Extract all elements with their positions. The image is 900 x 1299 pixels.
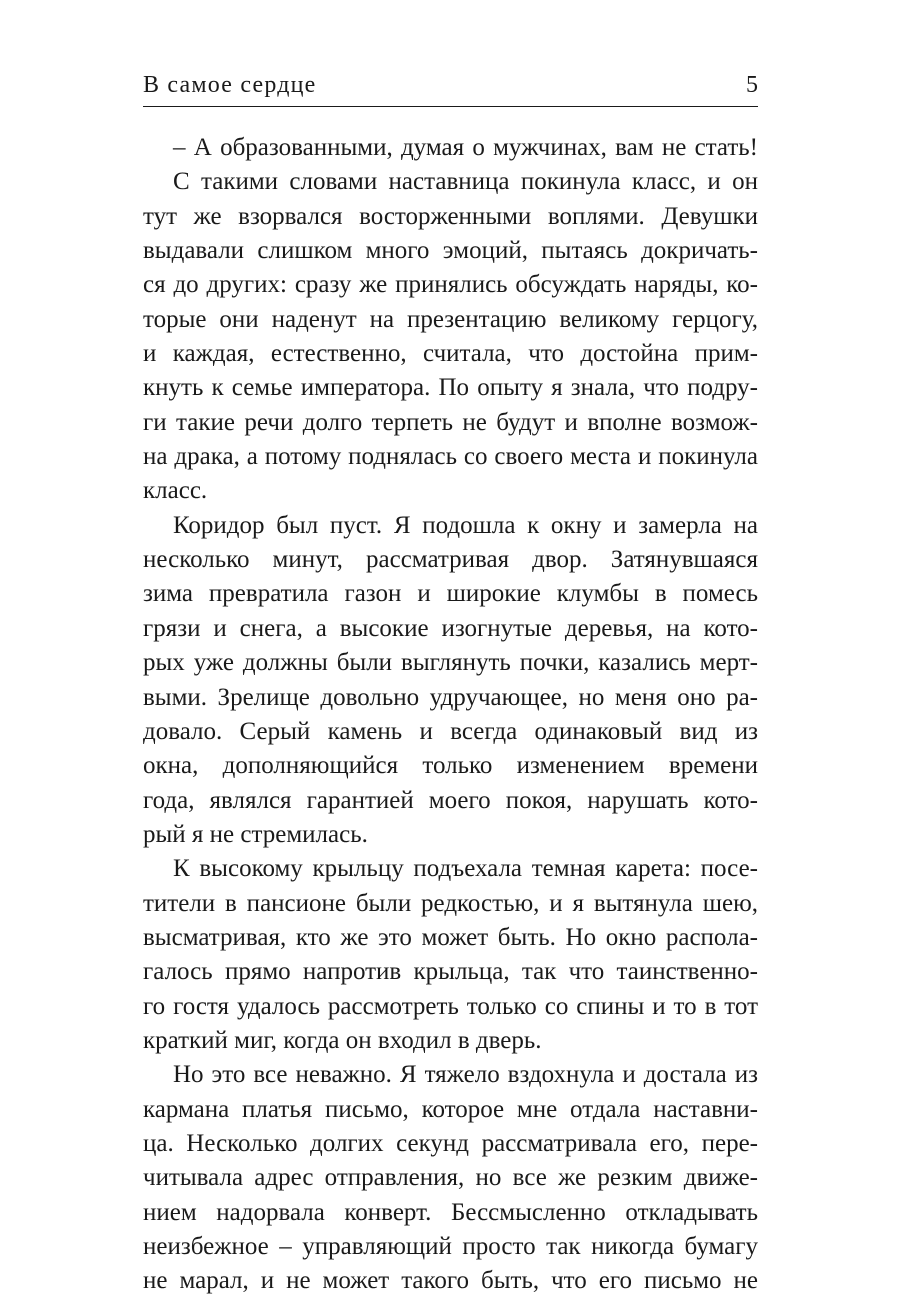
text-line: рых уже должны были выглянуть почки, казались мерт-	[143, 649, 758, 677]
text-line: кармана платья письмо, которое мне отдала наставни-	[143, 1095, 758, 1123]
text-line: торые они наденут на презентацию великому герцогу,	[143, 305, 758, 333]
text-line: года, являлся гарантией моего покоя, нарушать кото-	[143, 786, 758, 814]
text-line: на драка, а потому поднялась со своего места и покинула	[143, 443, 758, 471]
text-line: Коридор был пуст. Я подошла к окну и замерла на	[173, 511, 758, 539]
text-line: краткий миг, когда он входил в дверь.	[143, 1026, 542, 1054]
text-line: несколько минут, рассматривая двор. Затянувшаяся	[143, 546, 758, 574]
running-head	[143, 70, 758, 107]
text-line: галось прямо напротив крыльца, так что таинственно-	[143, 958, 758, 986]
text-line: рый я не стремилась.	[143, 820, 368, 848]
text-line: тители в пансионе были редкостью, и я вытянула шею,	[143, 889, 758, 917]
text-line: ца. Несколько долгих секунд рассматривала его, пере-	[143, 1129, 758, 1157]
running-title: В самое сердце	[143, 72, 317, 98]
text-line: тут же взорвался восторженными воплями. Девушки	[143, 202, 758, 230]
text-line: читывала адрес отправления, но все же резким движе-	[143, 1164, 758, 1192]
body-text	[143, 131, 758, 1299]
text-line: выдавали слишком много эмоций, пытаясь докричать-	[143, 237, 758, 265]
text-line: выми. Зрелище довольно удручающее, но меня оно ра-	[143, 683, 758, 711]
text-line: зима превратила газон и широкие клумбы в помесь	[143, 580, 758, 608]
text-line: довало. Серый камень и всегда одинаковый вид из	[143, 717, 758, 745]
page-number: 5	[746, 72, 758, 98]
text-line: ся до других: сразу же принялись обсуждать наряды, ко-	[143, 271, 758, 299]
text-line: С такими словами наставница покинула класс, и он	[173, 168, 758, 196]
text-line: – А образованными, думая о мужчинах, вам не стать!	[173, 134, 758, 161]
text-line: класс.	[143, 477, 208, 505]
text-line: и каждая, естественно, считала, что достойна прим-	[143, 340, 758, 368]
text-line: го гостя удалось рассмотреть только со спины и то в тот	[143, 992, 758, 1020]
text-line: не марал, и не может такого быть, что его письмо не	[143, 1267, 758, 1295]
text-line: высматривая, кто же это может быть. Но окно распола-	[143, 923, 758, 951]
text-line: нием надорвала конверт. Бессмысленно откладывать	[143, 1198, 758, 1226]
text-line: окна, дополняющийся только изменением времени	[143, 752, 758, 780]
text-line: К высокому крыльцу подъехала темная карета: посе-	[173, 855, 758, 883]
text-line: кнуть к семье императора. По опыту я знала, что подру-	[143, 374, 758, 402]
text-line: грязи и снега, а высокие изогнутые деревья, на кото-	[143, 614, 758, 642]
text-line: ги такие речи долго терпеть не будут и вполне возмож-	[143, 408, 758, 436]
text-line: неизбежное – управляющий просто так никогда бумагу	[143, 1233, 758, 1260]
text-line: Но это все неважно. Я тяжело вздохнула и достала из	[173, 1061, 758, 1089]
